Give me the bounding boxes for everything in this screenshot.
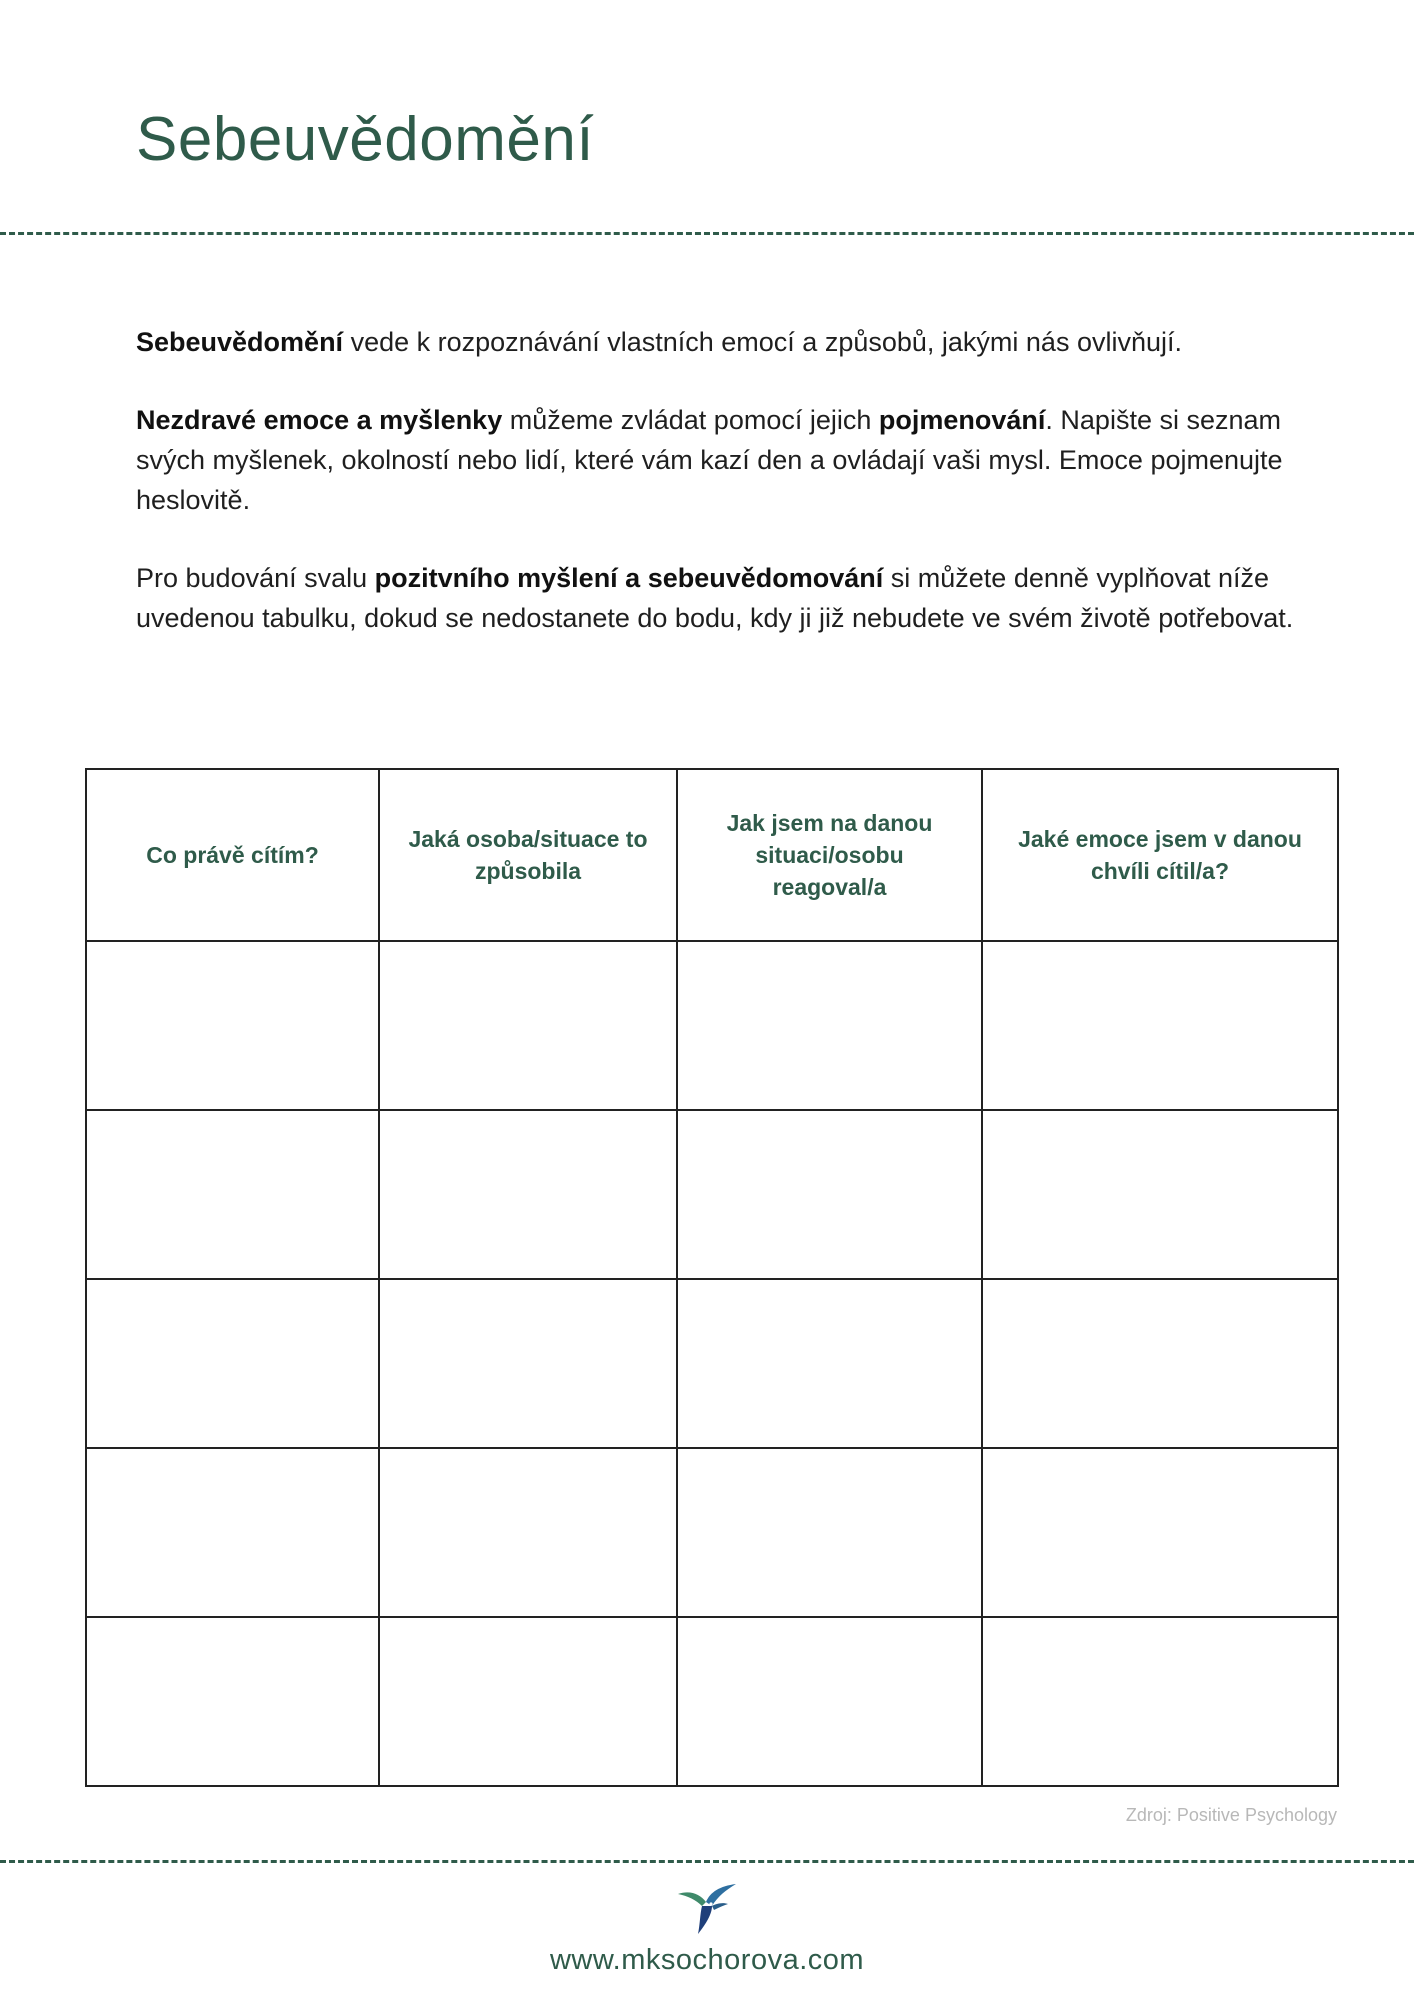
header-emotions-felt: Jaké emoce jsem v danou chvíli cítil/a?: [982, 769, 1338, 941]
table-cell[interactable]: [86, 1617, 379, 1786]
header-who-caused: Jaká osoba/situace to způsobila: [379, 769, 677, 941]
table-cell[interactable]: [677, 1110, 982, 1279]
intro-p3-bold-1: pozitvního myšlení a sebeuvědomování: [374, 563, 884, 593]
header-what-i-feel: Co právě cítím?: [86, 769, 379, 941]
table-cell[interactable]: [379, 1110, 677, 1279]
table-row: [86, 1110, 1338, 1279]
table-cell[interactable]: [379, 1617, 677, 1786]
intro-paragraph-1: [136, 322, 1316, 362]
table-cell[interactable]: [982, 1617, 1338, 1786]
hummingbird-icon: [676, 1880, 738, 1936]
table-cell[interactable]: [677, 1617, 982, 1786]
intro-paragraph-3: [136, 558, 1316, 638]
table-row: [86, 1448, 1338, 1617]
table-cell[interactable]: [982, 941, 1338, 1110]
header-how-i-reacted: Jak jsem na danou situaci/osobu reagoval/a: [677, 769, 982, 941]
table-cell[interactable]: [86, 1279, 379, 1448]
table-cell[interactable]: [677, 1279, 982, 1448]
table-cell[interactable]: [677, 1448, 982, 1617]
table-cell[interactable]: [982, 1448, 1338, 1617]
intro-p3-text-2: si můžete denně vyplňovat níže uvedenou tabulku, dokud se nedostanete do bodu, kdy ji již nebudete ve svém životě potřebovat.: [136, 563, 1294, 633]
top-dashed-divider: [0, 232, 1414, 235]
table-row: [86, 1617, 1338, 1786]
source-credit: Zdroj: Positive Psychology: [1125, 1805, 1337, 1825]
intro-p2-bold-2: pojmenování: [878, 405, 1046, 435]
intro-p2-text-1: můžeme zvládat pomocí jejich: [502, 405, 879, 435]
intro-p3-text-1: Pro budování svalu: [136, 563, 375, 593]
table-cell[interactable]: [379, 1448, 677, 1617]
table-row: [86, 941, 1338, 1110]
emotion-tracking-table: [85, 768, 1339, 1787]
table-cell[interactable]: [677, 941, 982, 1110]
intro-paragraph-2: [136, 400, 1316, 520]
table-cell[interactable]: [982, 1110, 1338, 1279]
intro-p2-bold-1: Nezdravé emoce a myšlenky: [136, 405, 503, 435]
table-cell[interactable]: [982, 1279, 1338, 1448]
table-cell[interactable]: [86, 1448, 379, 1617]
table-cell[interactable]: [86, 1110, 379, 1279]
intro-text: [136, 322, 1316, 676]
bottom-dashed-divider: [0, 1860, 1414, 1863]
table-header-row: [86, 769, 1338, 941]
table-row: [86, 1279, 1338, 1448]
intro-p2-text-2: . Napište si seznam svých myšlenek, okolností nebo lidí, které vám kazí den a ovládají vaši mysl. Emoce pojmenujte heslovitě.: [136, 405, 1283, 515]
table-cell[interactable]: [86, 941, 379, 1110]
table-cell[interactable]: [379, 941, 677, 1110]
intro-p1-bold-1: Sebeuvědomění: [136, 327, 344, 357]
table-cell[interactable]: [379, 1279, 677, 1448]
intro-p1-text-1: vede k rozpoznávání vlastních emocí a způsobů, jakými nás ovlivňují.: [343, 327, 1182, 357]
website-url[interactable]: www.mksochorova.com: [549, 1944, 865, 1976]
page-title: Sebeuvědomění: [136, 105, 595, 174]
